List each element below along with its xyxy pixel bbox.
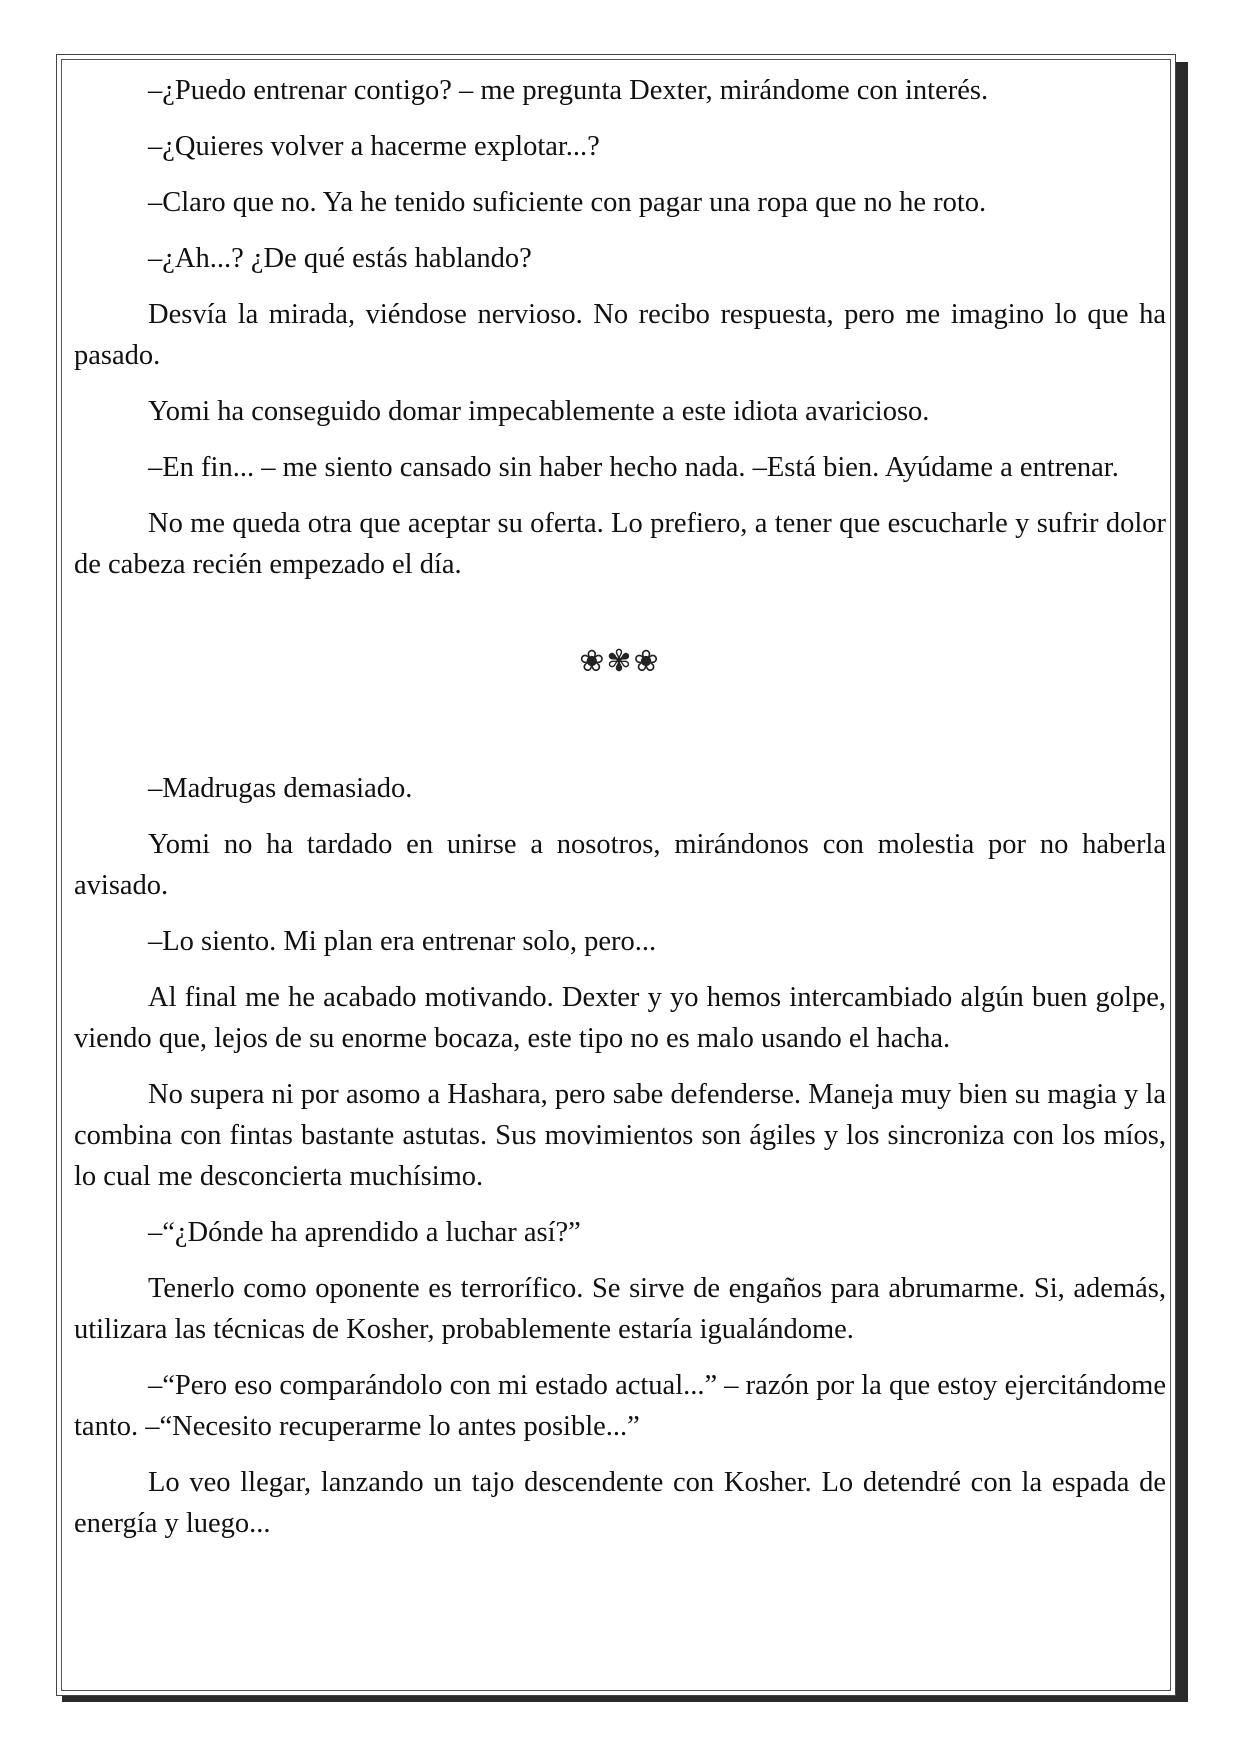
paragraph: Yomi ha conseguido domar impecablemente a este idiota avaricioso. — [148, 396, 930, 427]
paragraph: –Lo siento. Mi plan era entrenar solo, pero... — [148, 926, 657, 957]
paragraph: –¿Quieres volver a hacerme explotar...? — [148, 131, 600, 162]
paragraph: –“¿Dónde ha aprendido a luchar así?” — [148, 1217, 581, 1248]
paragraph: No me queda otra que aceptar su oferta. Lo prefiero, a tener que escucharle y sufrir dolor de cabeza recién empezado el día. — [74, 508, 1166, 580]
paragraph: Al final me he acabado motivando. Dexter y yo hemos intercambiado algún buen golpe, viendo que, lejos de su enorme bocaza, este tipo no es malo usando el hacha. — [74, 982, 1166, 1054]
paragraph: –¿Puedo entrenar contigo? – me pregunta Dexter, mirándome con interés. — [148, 75, 989, 106]
paragraph: –En fin... – me siento cansado sin haber hecho nada. –Está bien. Ayúdame a entrenar. — [148, 452, 1119, 483]
paragraph: –Claro que no. Ya he tenido suficiente con pagar una ropa que no he roto. — [148, 187, 987, 218]
paragraph: –¿Ah...? ¿De qué estás hablando? — [148, 243, 532, 274]
section-separator-flowers-icon: ❀✾❀ — [579, 644, 661, 679]
paragraph: Lo veo llegar, lanzando un tajo descendente con Kosher. Lo detendré con la espada de energía y luego... — [74, 1467, 1166, 1539]
text-block — [74, 70, 1166, 1559]
paragraph: –“Pero eso comparándolo con mi estado actual...” – razón por la que estoy ejercitándome tanto. –“Necesito recuperarme lo antes posible...” — [74, 1370, 1166, 1442]
paragraph: No supera ni por asomo a Hashara, pero sabe defenderse. Maneja muy bien su magia y la combina con fintas bastante astutas. Sus movimientos son ágiles y los sincroniza con los míos, lo cual me desconcierta muchísimo. — [74, 1079, 1166, 1192]
paragraph: Yomi no ha tardado en unirse a nosotros, mirándonos con molestia por no haberla avisado. — [74, 829, 1166, 901]
paragraph: Tenerlo como oponente es terrorífico. Se sirve de engaños para abrumarme. Si, además, utilizara las técnicas de Kosher, probablemente estaría igualándome. — [74, 1273, 1166, 1345]
paragraph: Desvía la mirada, viéndose nervioso. No recibo respuesta, pero me imagino lo que ha pasado. — [74, 299, 1166, 371]
paragraph: –Madrugas demasiado. — [148, 773, 413, 804]
